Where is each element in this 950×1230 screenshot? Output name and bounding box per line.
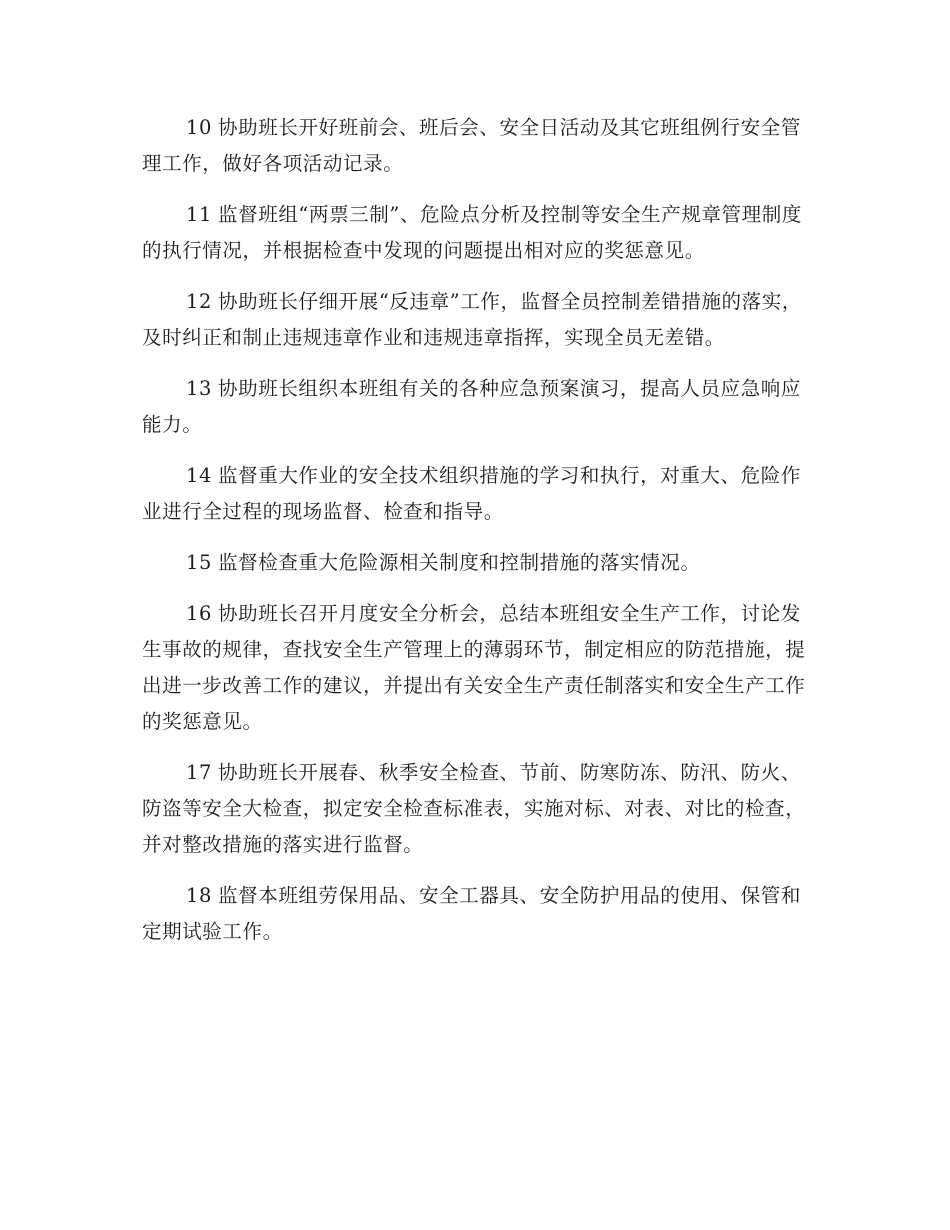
paragraph-15 bbox=[142, 545, 808, 581]
item-text: 协助班长召开月度安全分析会，总结本班组安全生产工作，讨论发生事故的规律，查找安全生产管理上的薄弱环节，制定相应的防范措施，提出进一步改善工作的建议，并提出有关安全生产责任制落实和安全生产工作的奖惩意见。 bbox=[142, 602, 806, 733]
item-text: 协助班长开展春、秋季安全检查、节前、防寒防冻、防汛、防火、防盗等安全大检查，拟定安全检查标准表，实施对标、对表、对比的检查，并对整改措施的落实进行监督。 bbox=[142, 761, 806, 856]
item-text: 协助班长开好班前会、班后会、安全日活动及其它班组例行安全管理工作，做好各项活动记录。 bbox=[142, 116, 801, 175]
paragraph-17 bbox=[142, 755, 808, 863]
paragraph-16 bbox=[142, 596, 808, 740]
item-number: 12 bbox=[186, 290, 213, 313]
item-number: 11 bbox=[186, 203, 213, 226]
item-text: 监督重大作业的安全技术组织措施的学习和执行，对重大、危险作业进行全过程的现场监督、检查和指导。 bbox=[142, 464, 801, 523]
paragraph-10 bbox=[142, 110, 808, 182]
item-text: 协助班长仔细开展“反违章”工作，监督全员控制差错措施的落实，及时纠正和制止违规违章作业和违规违章指挥，实现全员无差错。 bbox=[142, 290, 802, 349]
paragraph-18 bbox=[142, 878, 808, 950]
document-body bbox=[142, 110, 808, 965]
item-number: 15 bbox=[186, 551, 213, 574]
item-number: 18 bbox=[186, 884, 213, 907]
item-text: 监督检查重大危险源相关制度和控制措施的落实情况。 bbox=[218, 551, 701, 574]
item-number: 14 bbox=[186, 464, 213, 487]
item-text: 协助班长组织本班组有关的各种应急预案演习，提高人员应急响应能力。 bbox=[142, 377, 801, 436]
paragraph-13 bbox=[142, 371, 808, 443]
item-number: 16 bbox=[186, 602, 213, 625]
item-text: 监督本班组劳保用品、安全工器具、安全防护用品的使用、保管和定期试验工作。 bbox=[142, 884, 801, 943]
paragraph-14 bbox=[142, 458, 808, 530]
paragraph-12 bbox=[142, 284, 808, 356]
item-number: 10 bbox=[186, 116, 213, 139]
paragraph-11 bbox=[142, 197, 808, 269]
item-number: 13 bbox=[186, 377, 213, 400]
item-text: 监督班组“两票三制”、危险点分析及控制等安全生产规章管理制度的执行情况，并根据检查中发现的问题提出相对应的奖惩意见。 bbox=[142, 203, 802, 262]
item-number: 17 bbox=[186, 761, 213, 784]
